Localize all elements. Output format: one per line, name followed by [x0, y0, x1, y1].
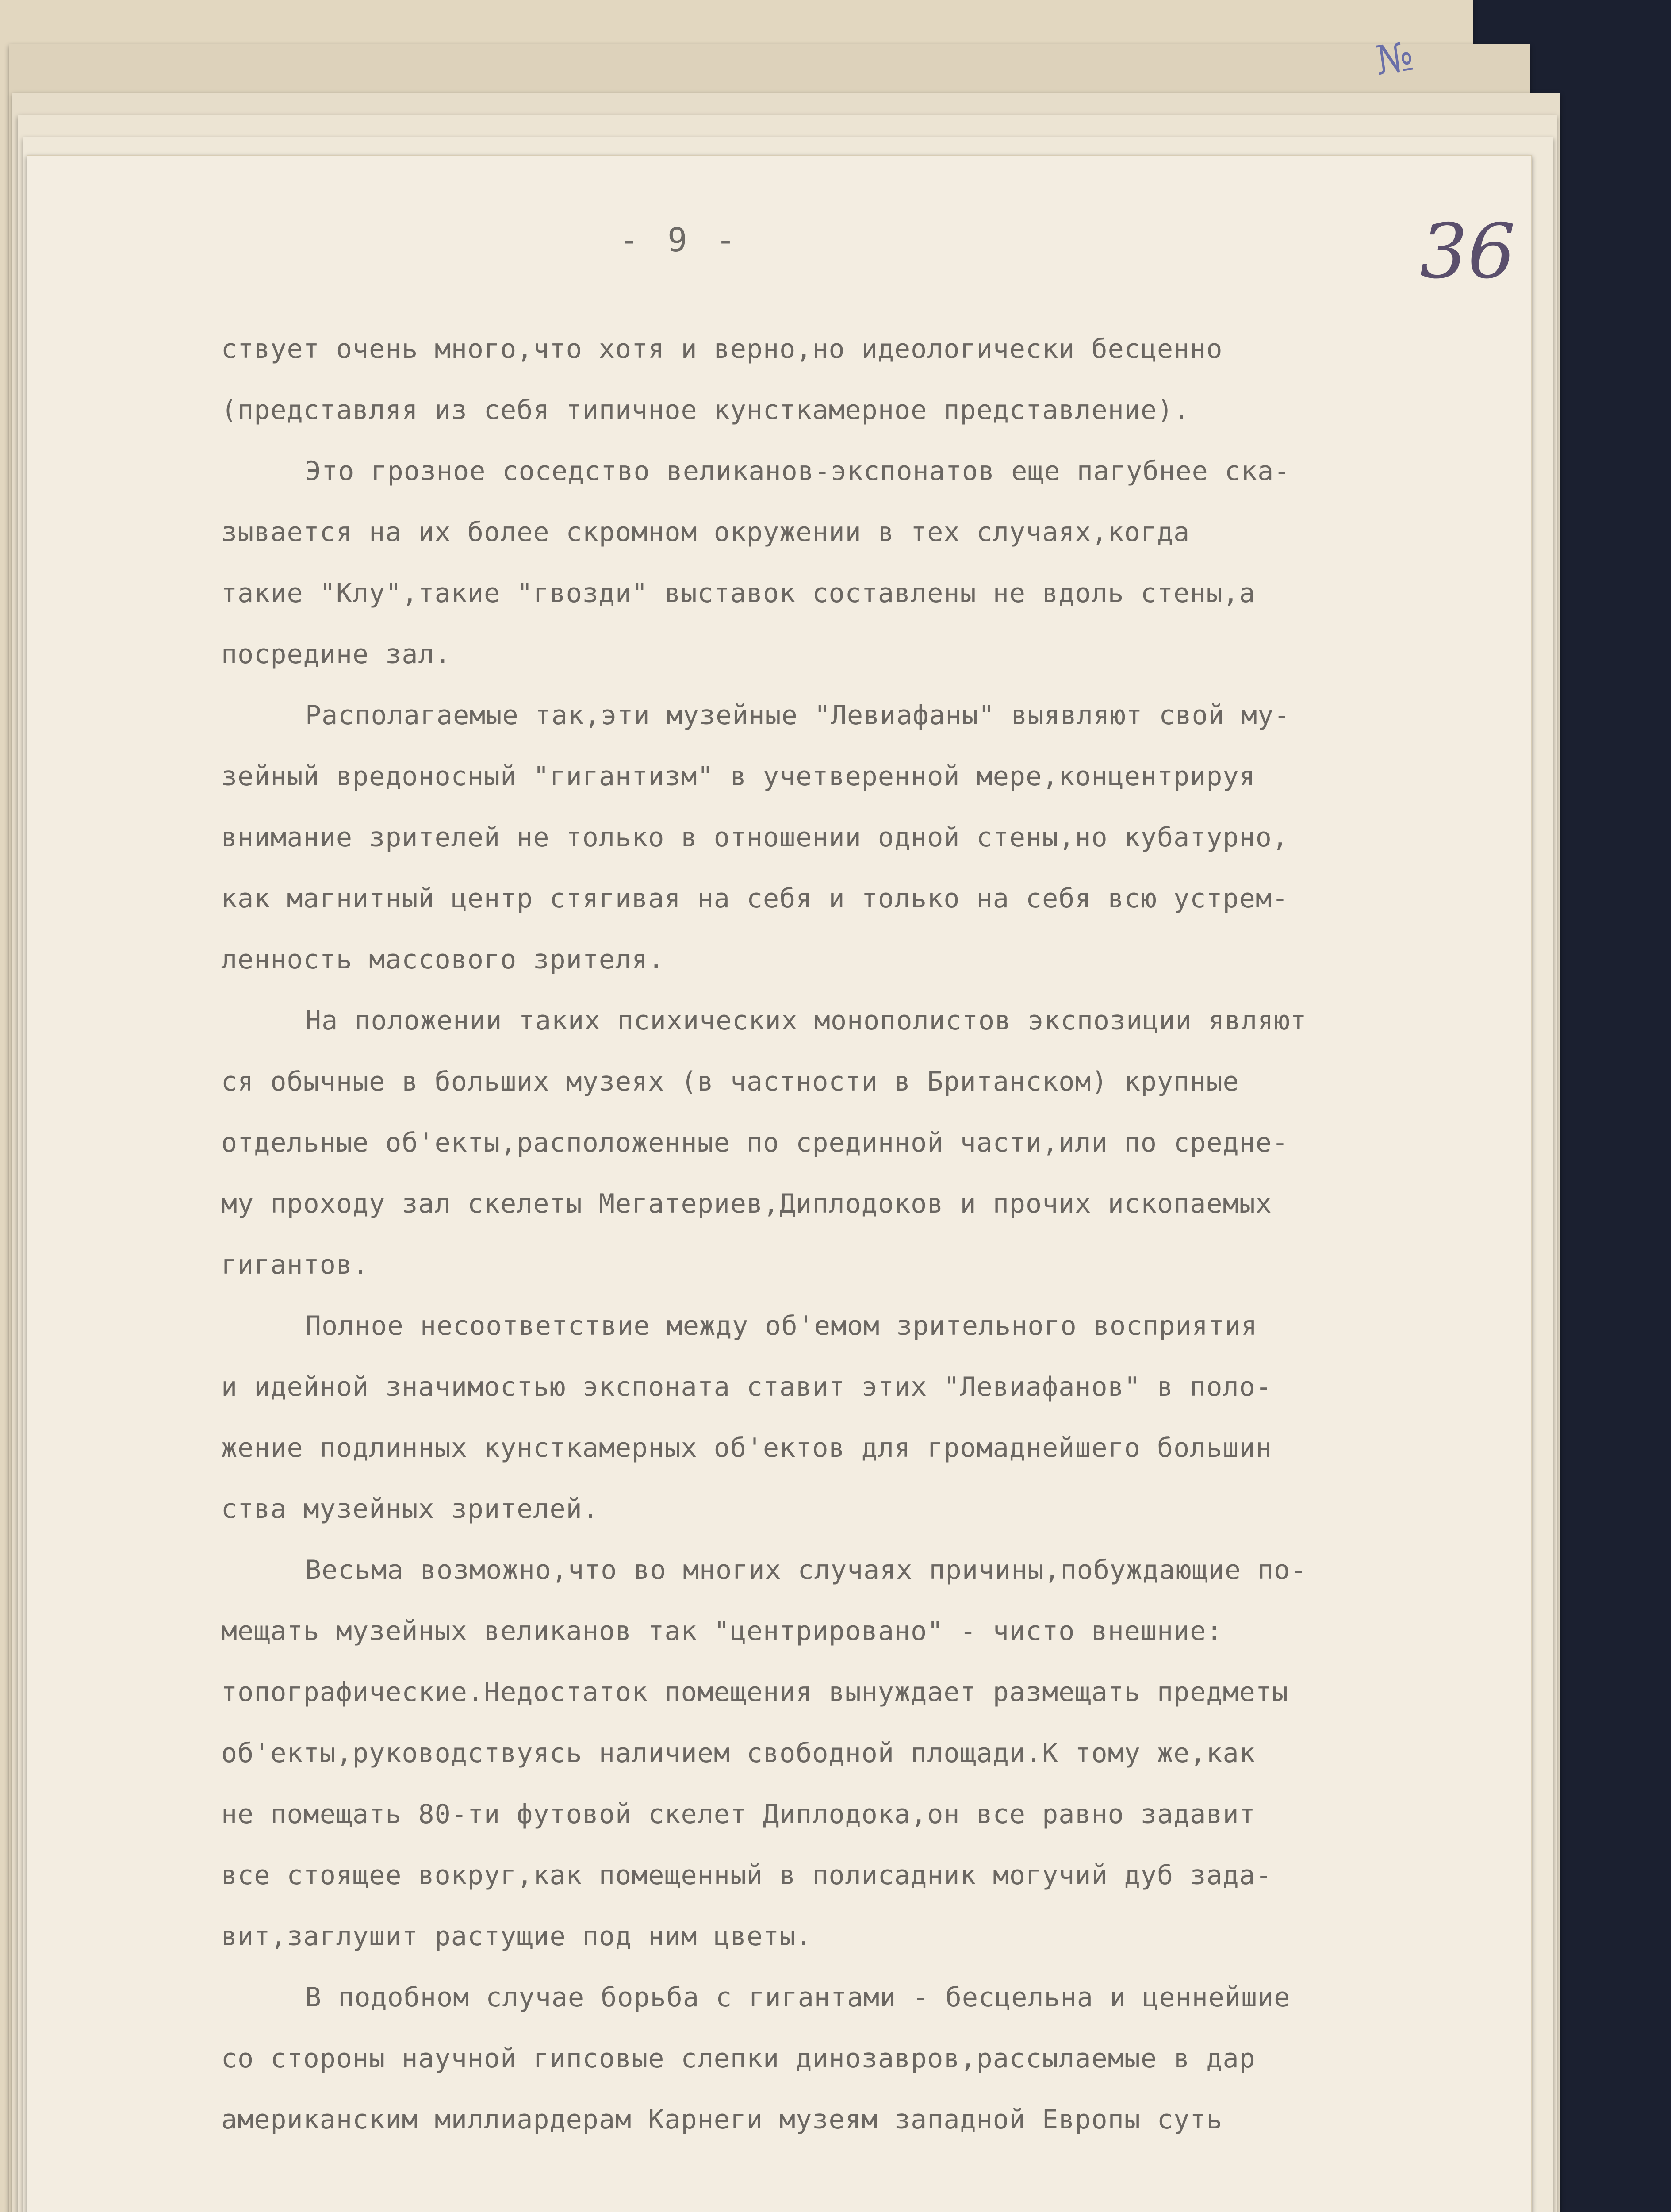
text-line: зейный вредоносный "гигантизм" в учетверенной мере,концентрируя — [221, 761, 1256, 792]
text-line: Это грозное соседство великанов-экспонатов еще пагубнее ска- — [305, 456, 1291, 487]
edge-mark: № — [1372, 33, 1417, 84]
page-number: - 9 - — [619, 221, 740, 259]
text-line: В подобном случае борьба с гигантами - бесцельна и ценнейшие — [305, 1982, 1291, 2013]
text-line: ся обычные в больших музеях (в частности в Британском) крупные — [221, 1066, 1239, 1097]
text-line: На положении таких психических монополистов экспозиции являют — [305, 1005, 1307, 1036]
text-line: со стороны научной гипсовые слепки динозавров,рассылаемые в дар — [221, 2043, 1256, 2074]
text-line: отдельные об'екты,расположенные по срединной части,или по средне- — [221, 1127, 1288, 1158]
text-line: и идейной значимостью экспоната ставит этих "Левиафанов" в поло- — [221, 1371, 1272, 1402]
text-line: вит,заглушит растущие под ним цветы. — [221, 1921, 813, 1952]
text-line: зывается на их более скромном окружении в тех случаях,когда — [221, 517, 1190, 548]
text-line: мещать музейных великанов так "центрировано" - чисто внешние: — [221, 1616, 1223, 1647]
text-line: все стоящее вокруг,как помещенный в полисадник могучий дуб зада- — [221, 1860, 1272, 1891]
typed-text-body — [221, 319, 1504, 2150]
text-line: американским миллиардерам Карнеги музеям западной Европы суть — [221, 2104, 1223, 2135]
text-line: не помещать 80-ти футовой скелет Диплодока,он все равно задавит — [221, 1799, 1256, 1830]
text-line: посредине зал. — [221, 639, 451, 670]
text-line: ства музейных зрителей. — [221, 1494, 599, 1525]
text-line: гигантов. — [221, 1249, 369, 1280]
text-line: топографические.Недостаток помещения вынуждает размещать предметы — [221, 1677, 1288, 1708]
text-line: Располагаемые так,эти музейные "Левиафаны" выявляют свой му- — [305, 700, 1291, 731]
text-line: Полное несоответствие между об'емом зрительного восприятия — [305, 1310, 1258, 1341]
folio-number: 36 — [1420, 208, 1516, 296]
text-line: ствует очень много,что хотя и верно,но идеологически бесценно — [221, 334, 1223, 365]
text-line: жение подлинных кунсткамерных об'ектов для громаднейшего большин — [221, 1432, 1272, 1463]
text-line: об'екты,руководствуясь наличием свободной площади.К тому же,как — [221, 1738, 1256, 1769]
text-line: (представляя из себя типичное кунсткамерное представление). — [221, 395, 1190, 426]
text-line: му проходу зал скелеты Мегатериев,Диплодоков и прочих ископаемых — [221, 1188, 1272, 1219]
text-line: как магнитный центр стягивая на себя и только на себя всю устрем- — [221, 883, 1288, 914]
text-line: Весьма возможно,что во многих случаях причины,побуждающие по- — [305, 1555, 1307, 1586]
text-line: такие "Клу",такие "гвозди" выставок составлены не вдоль стены,а — [221, 578, 1256, 609]
text-line: ленность массового зрителя. — [221, 944, 665, 975]
text-line: внимание зрителей не только в отношении одной стены,но кубатурно, — [221, 822, 1288, 853]
